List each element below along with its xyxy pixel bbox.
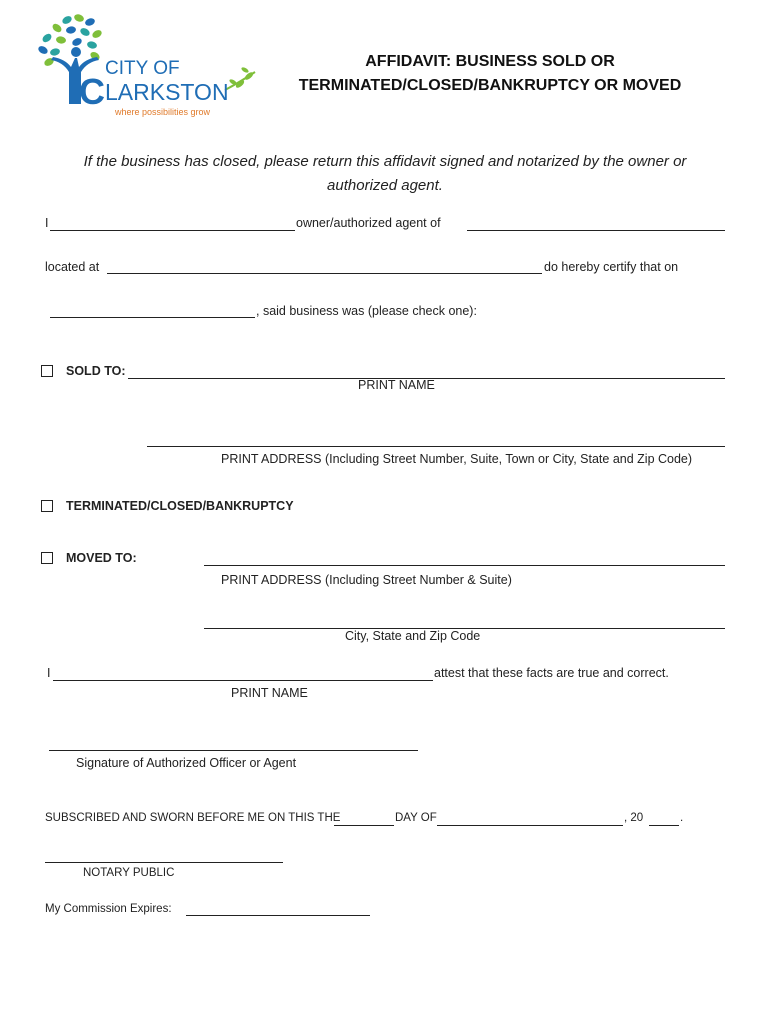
title-line2: TERMINATED/CLOSED/BANKRUPTCY OR MOVED: [298, 77, 682, 94]
intro-line2: authorized agent.: [327, 177, 443, 194]
sold-to-print-address-label: PRINT ADDRESS (Including Street Number, Suite, Town or City, State and Zip Code): [221, 452, 693, 466]
attest-text: attest that these facts are true and correct.: [434, 666, 669, 680]
owner-agent-label: owner/authorized agent of: [296, 216, 441, 230]
period-label: .: [680, 812, 684, 824]
affidavit-title: [270, 50, 710, 98]
commission-expires-field[interactable]: [186, 915, 370, 916]
city-of-clarkston-logo: [35, 12, 265, 122]
day-of-label: DAY OF: [395, 812, 437, 824]
moved-to-label: MOVED TO:: [66, 551, 137, 565]
terminated-label: TERMINATED/CLOSED/BANKRUPTCY: [66, 499, 294, 513]
intro-text: [45, 150, 725, 198]
notary-signature-field[interactable]: [45, 862, 283, 863]
moved-to-address-field[interactable]: [204, 565, 725, 566]
signature-field[interactable]: [49, 750, 418, 751]
year-prefix-label: , 20: [624, 812, 644, 824]
business-location-field[interactable]: [107, 273, 542, 274]
sworn-day-field[interactable]: [334, 825, 394, 826]
title-line1: AFFIDAVIT: BUSINESS SOLD OR: [365, 53, 615, 70]
commission-label: My Commission Expires:: [45, 903, 172, 915]
logo-initial: C: [79, 71, 105, 112]
notary-public-label: NOTARY PUBLIC: [83, 867, 175, 879]
moved-to-print-address-label: PRINT ADDRESS (Including Street Number & Suite): [221, 573, 512, 587]
tree-logo-icon: [35, 12, 265, 122]
attest-name-field[interactable]: [53, 680, 433, 681]
sold-to-label: SOLD TO:: [66, 364, 126, 378]
sold-to-address-field[interactable]: [147, 446, 725, 447]
certify-label: do hereby certify that on: [544, 260, 679, 274]
located-at-label: located at: [45, 260, 100, 274]
attest-print-name-label: PRINT NAME: [231, 686, 308, 700]
attest-i-prefix: I: [47, 666, 51, 680]
date-field[interactable]: [50, 317, 255, 318]
city-state-zip-label: City, State and Zip Code: [345, 629, 481, 643]
sworn-prefix: SUBSCRIBED AND SWORN BEFORE ME ON THIS THE: [45, 812, 341, 824]
logo-line1: CITY OF: [105, 58, 180, 79]
sold-to-checkbox[interactable]: [41, 365, 53, 377]
owner-name-field[interactable]: [50, 230, 295, 231]
said-business-label: , said business was (please check one):: [256, 304, 477, 318]
i-prefix: I: [45, 216, 49, 230]
signature-label: Signature of Authorized Officer or Agent: [76, 756, 297, 770]
moved-to-checkbox[interactable]: [41, 552, 53, 564]
intro-line1: If the business has closed, please return this affidavit signed and notarized by the owner or: [83, 153, 687, 170]
sworn-month-field[interactable]: [437, 825, 623, 826]
sworn-year-field[interactable]: [649, 825, 679, 826]
business-name-field[interactable]: [467, 230, 725, 231]
logo-line2: LARKSTON: [105, 79, 229, 105]
terminated-checkbox[interactable]: [41, 500, 53, 512]
logo-tagline: where possibilities grow: [115, 107, 211, 117]
sold-to-print-name-label: PRINT NAME: [358, 378, 435, 392]
